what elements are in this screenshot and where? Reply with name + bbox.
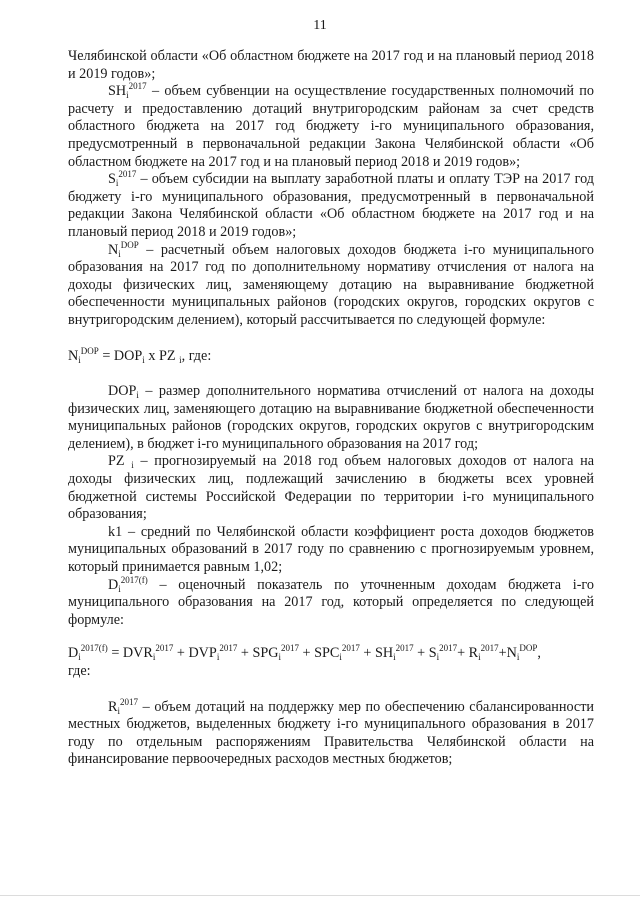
paragraph-dop-definition [68,383,594,453]
symbol-r: $R_i^{2017}$ [108,696,138,716]
paragraph-continuation: Челябинской области «Об областном бюджете на 2017 год и на плановый период 2018 и 2019 годов»; [68,48,594,82]
document-body [68,48,594,769]
paragraph-r-definition [68,696,594,769]
formula-ndop: $N_i^{DOP} = DOP_i$ x PZ $_i$, где: [68,345,212,365]
definition-text: – оценочный показатель по уточненным доходам бюджета i-го муниципального образования на 2017 год, который определяется по следующей формуле: [68,576,594,628]
symbol-pz: PZ $_i$ [108,453,134,471]
page-number: 11 [313,18,327,33]
paragraph-pz-definition [68,453,594,523]
paragraph-k1-definition: k1 – средний по Челябинской области коэффициент роста доходов бюджетов муниципальных образований в 2017 году по сравнению с прогнозируемым уровнем, который принимается равным 1,02; [68,523,594,576]
paragraph-sh-definition [68,83,594,171]
paragraph-s-definition [68,171,594,241]
paragraph-n-definition [68,239,594,330]
symbol-sh: $SH_i^{2017}$ [108,81,147,101]
definition-text: – объем субвенции на осуществление государственных полномочий по расчету и предоставлению дотаций внутригородским районам за счет средств областного бюджета на 2017 год бюджету i-го муниципального образования, предусмотренный в первоначальной редакции Закона Челябинской области «Об областном бюджете на 2017 год и на плановый период 2018 и 2019 годов»; [68,83,594,170]
page-edge-line [0,895,640,896]
symbol-dop: $DOP_i$ [108,383,139,401]
definition-text: – объем субсидии на выплату заработной платы и оплату ТЭР на 2017 год бюджету i-го муниципального образования, предусмотренный в первоначальной редакции Закона Челябинской области «Об областном бюджете на 2017 год и на плановый период 2018 и 2019 годов»; [68,171,594,240]
formula-d2017: $D_i^{2017(f)} = DVR_i^{2017} + DVP_i^{2017} + SPG_i^{2017} + SPC_i^{2017} + SH_i^{2017} + S_i^{2017}+ R_i^{2017}+N_i^{DOP}$, [68,643,541,663]
symbol-s: $S_i^{2017}$ [108,169,137,189]
symbol-d: $D_i^{2017(f)}$ [108,574,148,594]
symbol-n: $N_i^{DOP}$ [108,239,139,259]
where-label: где: [68,663,91,679]
definition-text: – расчетный объем налоговых доходов бюджета i-го муниципального образования на 2017 год по дополнительному нормативу отчисления от налога на доходы физических лиц, заменяющему дотацию на выравнивание бюджетной обеспеченности муниципальных районов (городских округов, городских округов с внутригородским делением), который рассчитывается по следующей формуле: [68,241,594,328]
paragraph-d-definition [68,574,594,630]
definition-text: – прогнозируемый на 2018 год объем налоговых доходов от налога на доходы физических лиц, подлежащий зачислению в бюджеты всех уровней бюджетной системы Российской Федерации по территории i-го муниципального образования; [68,453,595,523]
definition-text: – объем дотаций на поддержку мер по обеспечению сбалансированности местных бюджетов, выделенных бюджету i-го муниципального образования в 2017 году по отдельным распоряжениям Правительства Челябинской области на финансирование первоочередных расходов местных бюджетов; [68,698,594,768]
definition-text: – размер дополнительного норматива отчислений от налога на доходы физических лиц, заменяющего дотацию на выравнивание бюджетной обеспеченности муниципальных районов (городских округов, городских округов с внутригородским делением), в бюджет i-го муниципального образования на 2017 год; [68,383,594,452]
